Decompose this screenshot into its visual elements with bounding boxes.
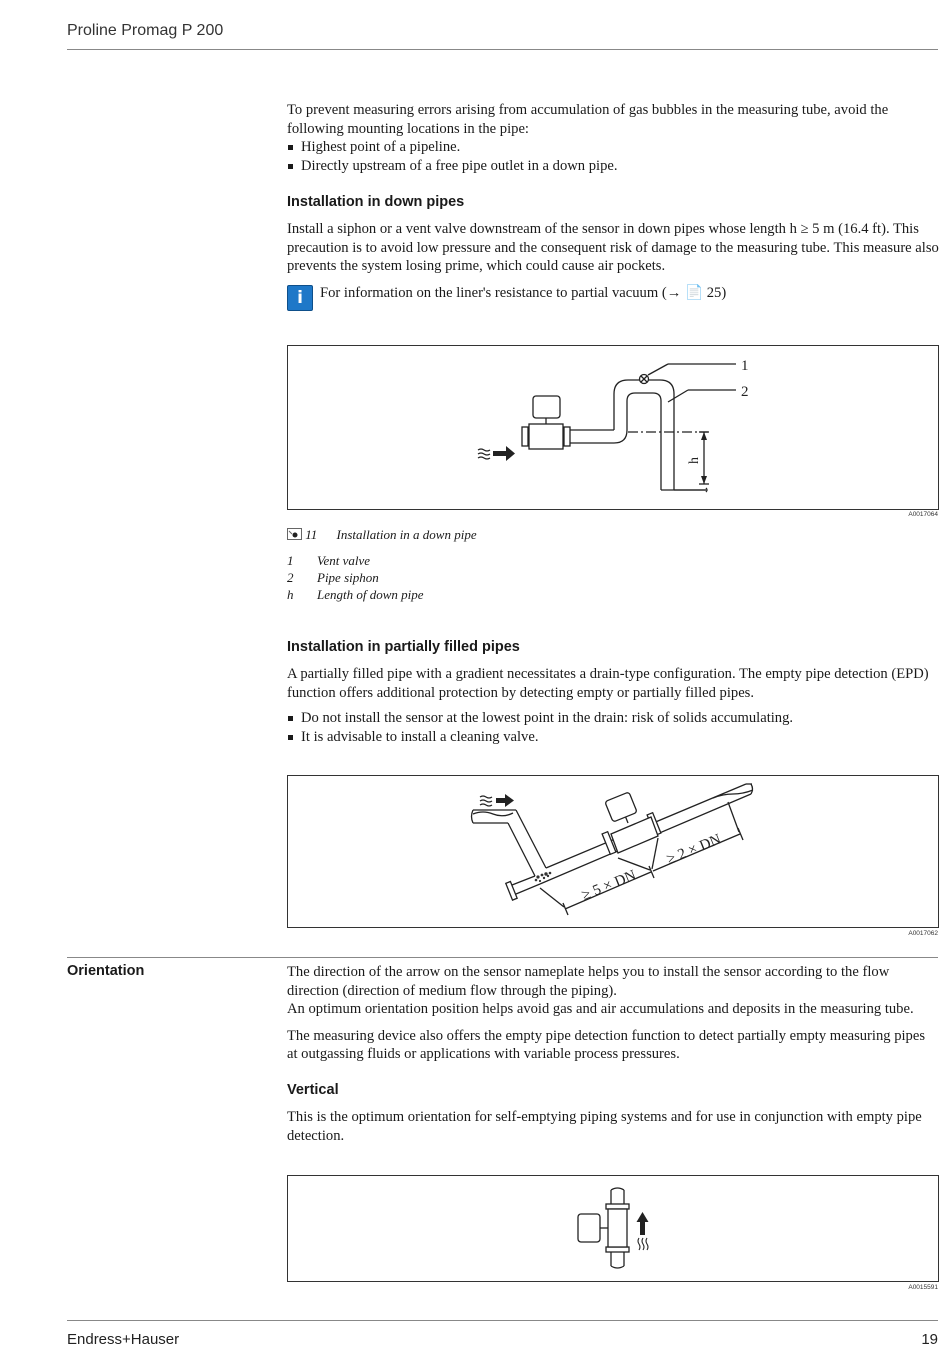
vertical-diagram: [288, 1176, 938, 1281]
dimension-2dn: ≥ 2 × DN: [664, 831, 724, 868]
list-item: Directly upstream of a free pipe outlet in a down pipe.: [287, 157, 939, 176]
list-item: It is advisable to install a cleaning valve.: [287, 728, 939, 747]
info-note: For information on the liner's resistance to partial vacuum (→ 📄 25): [320, 285, 727, 301]
figure-legend: [287, 552, 424, 603]
legend-key: 1: [287, 553, 294, 568]
partially-filled-diagram: [288, 776, 938, 927]
figure-id: A0017064: [908, 511, 938, 518]
down-pipes-paragraph: Install a siphon or a vent valve downstream of the sensor in down pipes whose length h ≥ 5 m (16.4 ft). This precaution is to avoid low pressure and the consequent risk of damage to the measuring tube. This measure also prevents the system losing prime, which could cause air pockets.: [287, 221, 939, 275]
legend-value: Vent valve: [317, 553, 371, 568]
header-rule: [67, 49, 938, 50]
list-item: Highest point of a pipeline.: [287, 138, 939, 157]
down-pipes-heading: Installation in down pipes: [287, 194, 465, 210]
dimension-5dn: ≥ 5 × DN: [579, 867, 639, 904]
legend-value: Length of down pipe: [317, 587, 424, 602]
orientation-paragraph: The direction of the arrow on the sensor nameplate helps you to install the sensor according to the flow direction (direction of medium flow through the piping).: [287, 964, 890, 999]
label-h: h: [687, 457, 702, 464]
down-pipe-diagram: [288, 346, 938, 509]
label-2: 2: [741, 384, 749, 400]
orientation-heading: Orientation: [67, 963, 145, 979]
figure-vertical: [287, 1175, 939, 1282]
legend-key: 2: [287, 570, 294, 585]
caption-number: 11: [305, 527, 318, 542]
figure-id: A0017062: [908, 930, 938, 937]
legend-item: [287, 552, 424, 569]
footer-brand: Endress+Hauser: [67, 1331, 180, 1348]
figure-partially-filled: [287, 775, 939, 928]
intro-paragraph: To prevent measuring errors arising from accumulation of gas bubbles in the measuring tube, avoid the following mounting locations in the pipe:: [287, 102, 889, 137]
figure-down-pipe: [287, 345, 939, 510]
orientation-section: [287, 963, 939, 1064]
intro-bullet-list: [287, 138, 939, 175]
partially-filled-paragraph: A partially filled pipe with a gradient necessitates a drain-type configuration. The empty pipe detection (EPD) function offers additional protection by detecting empty or partially filled pipes.: [287, 666, 929, 701]
document-header-title: Proline Promag P 200: [67, 22, 224, 39]
list-item: Do not install the sensor at the lowest point in the drain: risk of solids accumulating.: [287, 709, 939, 728]
vertical-heading: Vertical: [287, 1082, 339, 1098]
caption-text: Installation in a down pipe: [336, 527, 477, 542]
legend-value: Pipe siphon: [317, 570, 379, 585]
intro-section: [287, 101, 939, 175]
legend-key: h: [287, 587, 294, 602]
figure-id: A0015591: [908, 1284, 938, 1291]
info-icon: i: [287, 285, 313, 311]
footer-rule: [67, 1320, 938, 1321]
label-1: 1: [741, 358, 749, 374]
orientation-paragraph: An optimum orientation position helps avoid gas and air accumulations and deposits in the measuring tube.: [287, 1001, 914, 1018]
orientation-paragraph: The measuring device also offers the empty pipe detection function to detect partially empty measuring pipes at outgassing fluids or applications with variable process pressures.: [287, 1027, 926, 1063]
vertical-paragraph: This is the optimum orientation for self-emptying piping systems and for use in conjunction with empty pipe detection.: [287, 1109, 922, 1144]
page-number: 19: [921, 1331, 938, 1348]
figure-caption: [287, 527, 477, 543]
figure-icon: [287, 528, 302, 540]
partially-filled-list: [287, 709, 939, 746]
partially-filled-heading: Installation in partially filled pipes: [287, 639, 520, 655]
legend-item: [287, 569, 424, 586]
legend-item: [287, 586, 424, 603]
section-rule: [67, 957, 938, 958]
